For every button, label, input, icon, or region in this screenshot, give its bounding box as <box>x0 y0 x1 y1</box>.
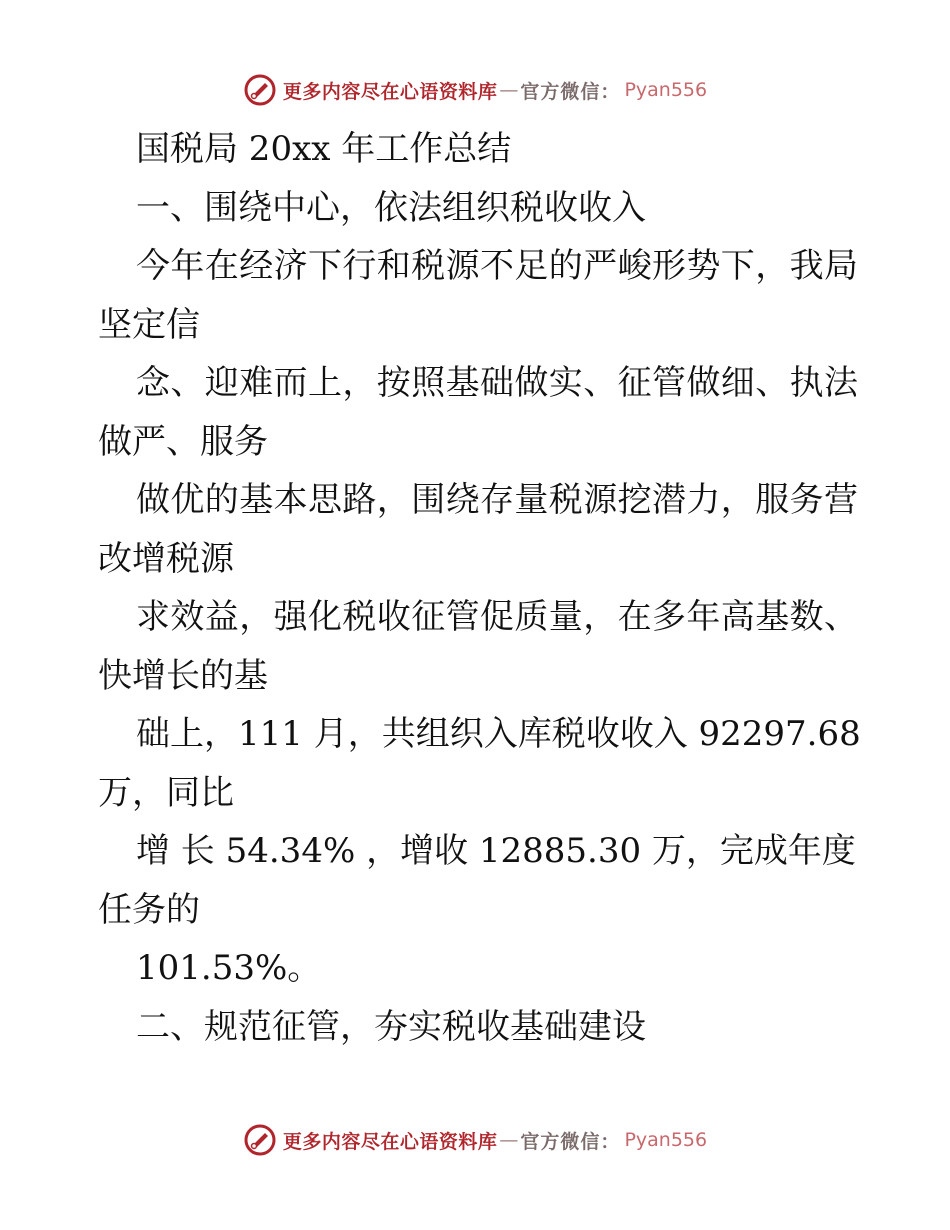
section-1-heading: 一、围绕中心，依法组织税收收入 <box>136 187 646 228</box>
watermark-separator: — <box>499 79 519 101</box>
paragraph-line: 任务的 <box>98 889 200 930</box>
paragraph-line: 增 长 54.34% ，增收 12885.30 万，完成年度 <box>136 831 856 871</box>
paragraph-line: 今年在经济下行和税源不足的严峻形势下，我局 <box>136 246 858 286</box>
watermark-wechat-label: 官方微信： <box>520 80 621 103</box>
watermark-wechat-label: 官方微信： <box>520 1130 621 1153</box>
paragraph-line: 做严、服务 <box>98 421 268 462</box>
watermark-banner-bottom <box>0 1120 950 1160</box>
watermark-brand-text: 更多内容尽在心语资料库 <box>282 1130 498 1153</box>
brand-logo-icon <box>243 1123 277 1157</box>
brand-logo-icon <box>243 73 277 107</box>
watermark-banner-top <box>0 70 950 110</box>
watermark-brand-text: 更多内容尽在心语资料库 <box>282 80 498 103</box>
document-title: 国税局 20xx 年工作总结 <box>136 129 512 169</box>
paragraph-line: 念、迎难而上，按照基础做实、征管做细、执法 <box>136 363 858 403</box>
paragraph-line: 坚定信 <box>98 304 200 345</box>
paragraph-line: 做优的基本思路，围绕存量税源挖潜力，服务营 <box>136 480 858 520</box>
watermark-wechat-id: Pyan556 <box>624 79 708 101</box>
watermark-wechat-id: Pyan556 <box>624 1129 708 1151</box>
paragraph-line: 求效益，强化税收征管促质量，在多年高基数、 <box>136 597 858 637</box>
section-2-heading: 二、规范征管，夯实税收基础建设 <box>136 1006 646 1047</box>
paragraph-line: 101.53%。 <box>136 948 322 988</box>
document-body <box>98 120 861 1056</box>
paragraph-line: 础上，111 月，共组织入库税收收入 92297.68 <box>136 714 861 754</box>
paragraph-line: 快增长的基 <box>98 655 268 696</box>
paragraph-line: 改增税源 <box>98 538 234 579</box>
paragraph-line: 万，同比 <box>98 772 234 813</box>
watermark-separator: — <box>499 1129 519 1151</box>
